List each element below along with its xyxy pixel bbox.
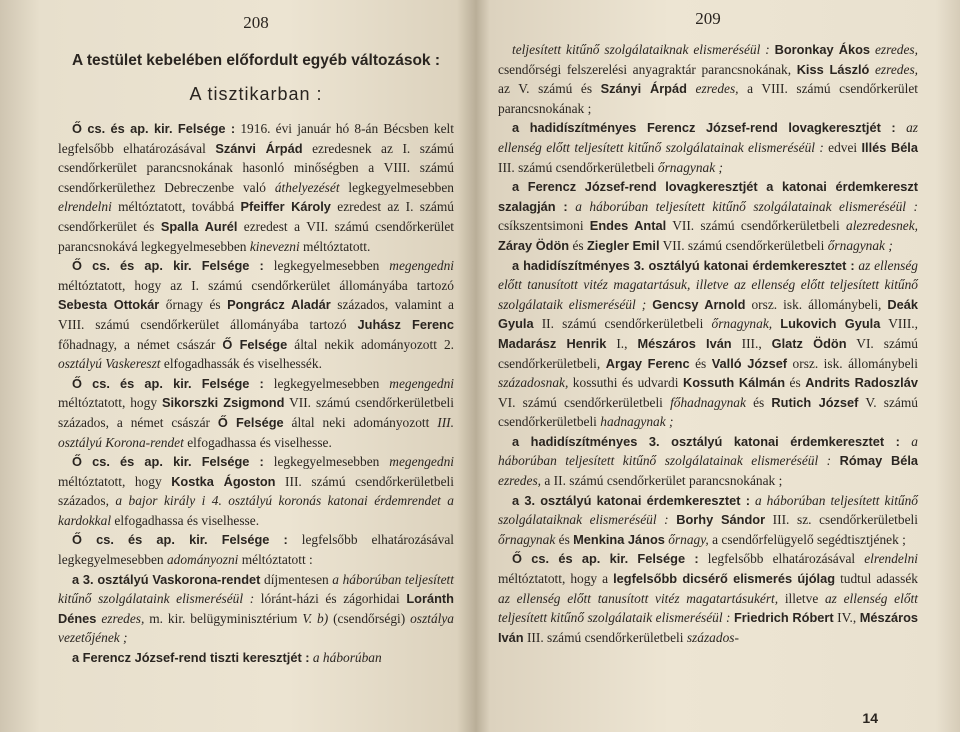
italic-run: őrnagy, bbox=[664, 531, 709, 547]
bold-run: Sikorszki Zsigmond bbox=[161, 395, 285, 411]
paragraph bbox=[58, 452, 454, 530]
text-run: és bbox=[689, 355, 712, 371]
bold-run: Ő cs. és ap. kir. Felsége : bbox=[72, 454, 264, 470]
italic-run: áthelyezését bbox=[274, 179, 340, 195]
bold-run: Endes Antal bbox=[589, 218, 667, 234]
italic-run: a bajor király i 4. osztályú koronás katonai érdemrendet a kardokkal bbox=[58, 493, 454, 528]
paragraph bbox=[498, 491, 918, 550]
italic-run: alezredesnek, bbox=[846, 218, 919, 234]
italic-run: az ellenség előtt teljesített kitűnő szolgálatainak elismeréséül : bbox=[498, 120, 918, 155]
italic-run: elrendelni bbox=[58, 199, 112, 215]
italic-run: III. osztályú Korona-rendet bbox=[58, 414, 454, 450]
bold-run: Loránth Dénes bbox=[58, 591, 454, 626]
text-run: III., bbox=[731, 335, 772, 351]
text-run: VI. számú csendőrkerületbeli, bbox=[498, 335, 918, 371]
italic-run: főhadnagynak bbox=[670, 394, 746, 410]
bold-run: a hadidíszítményes Ferencz József-rend lovagkeresztjét : bbox=[512, 120, 896, 136]
text-run: IV., bbox=[833, 610, 860, 626]
text-run: orsz. isk. állománybeli, bbox=[745, 296, 888, 312]
text-run: ezredest a VII. számú csendőrkerület parancsnokává legkegyelmesebben bbox=[58, 218, 454, 254]
text-run: legfelsőbb elhatározásával legkegyelmesebben bbox=[58, 532, 454, 568]
italic-run: V. b) bbox=[302, 610, 329, 626]
italic-run: kinevezni bbox=[249, 238, 300, 254]
left-page bbox=[0, 0, 476, 732]
italic-run: ezredes, bbox=[869, 61, 918, 77]
text-run: illetve bbox=[778, 590, 825, 606]
italic-run: a háborúban teljesített kitűnő szolgálataiknak elismeréséül : bbox=[498, 492, 918, 528]
right-page-number: 209 bbox=[695, 9, 721, 28]
italic-run: az ellenség előtt tanusított vitéz magatartásuk, illetve az ellenség előtt teljesített kitűnő szolgálataik elismeréséül ; bbox=[498, 257, 918, 312]
bold-run: Ő cs. és ap. kir. Felsége : bbox=[512, 551, 699, 567]
left-page-number: 208 bbox=[243, 13, 269, 32]
text-run: az V. számú és bbox=[498, 81, 601, 97]
text-run: lóránt-házi és zágorhidai bbox=[254, 591, 407, 607]
bold-run: Ő cs. és ap. kir. Felsége : bbox=[72, 258, 264, 274]
paragraph bbox=[58, 256, 454, 374]
text-run: méltóztatott. bbox=[299, 238, 371, 254]
bold-run: Szánvi Árpád bbox=[215, 140, 303, 156]
paragraph bbox=[58, 119, 454, 256]
paragraph bbox=[498, 256, 918, 432]
text-run: VII. számú csendőrkerületbeli bbox=[666, 218, 846, 234]
paragraph bbox=[58, 530, 454, 569]
bold-run: Valló József bbox=[711, 355, 788, 371]
bold-run: Ziegler Emil bbox=[586, 237, 660, 253]
text-run: VI. számú csendőrkerületbeli bbox=[498, 394, 671, 410]
text-run: III. számú csendőrkerületbeli százados, bbox=[58, 473, 454, 509]
italic-run: a háborúban bbox=[309, 650, 382, 666]
text-run: V. számú csendőrkerületbeli bbox=[498, 394, 918, 430]
italic-run: az ellenség előtt teljesített kitűnő szolgálataik elismeréséül : bbox=[498, 590, 918, 626]
bold-run: Madarász Henrik bbox=[498, 335, 607, 351]
text-run: és bbox=[785, 375, 806, 391]
text-run: őrnagy és bbox=[159, 297, 228, 313]
text-run: elfogadhassák és viselhessék. bbox=[160, 356, 322, 372]
italic-run: őrnagynak bbox=[498, 531, 556, 547]
paragraph bbox=[498, 177, 918, 255]
text-run: elfogadhassa és viselhesse. bbox=[111, 512, 260, 528]
paragraph bbox=[498, 40, 918, 118]
text-run: legkegyelmesebben bbox=[263, 375, 390, 391]
bold-run: Argay Ferenc bbox=[605, 355, 690, 371]
paragraph bbox=[58, 648, 454, 668]
text-run: a II. számú csendőrkerület parancsnokának ; bbox=[541, 473, 783, 489]
bold-run: a Ferencz József-rend tiszti keresztjét : bbox=[72, 650, 310, 666]
bold-run: Boronkay Ákos bbox=[774, 42, 871, 57]
italic-run: osztálya vezetőjének ; bbox=[58, 610, 455, 646]
text-run: és bbox=[569, 237, 587, 253]
bold-run: Rómay Béla bbox=[839, 453, 918, 469]
bold-run: Spalla Aurél bbox=[160, 218, 238, 234]
italic-run: századosnak, bbox=[498, 375, 569, 391]
text-run: méltóztatott, hogy a bbox=[498, 571, 614, 587]
text-run: méltóztatott, hogy bbox=[58, 395, 162, 411]
text-run: VII. számú csendőrkerületbeli százados, a német császár bbox=[58, 395, 454, 430]
italic-run: osztályú Vaskereszt bbox=[58, 356, 161, 372]
bold-run: Borhy Sándor bbox=[676, 512, 766, 528]
italic-run: ezredes, bbox=[96, 610, 145, 626]
text-run: a VIII. számú csendőrkerület parancsnokának ; bbox=[498, 81, 918, 116]
bold-run: Gencsy Arnold bbox=[652, 296, 746, 312]
right-page-body bbox=[498, 40, 918, 647]
text-run: legkegyelmesebben bbox=[263, 454, 390, 470]
bold-run: Záray Ödön bbox=[498, 237, 570, 253]
bold-run: a hadidíszítményes 3. osztályú katonai érdemkeresztet : bbox=[512, 257, 855, 273]
text-run: ezredest az I. számú csendőrkerület és bbox=[58, 199, 454, 234]
italic-run: az ellenség előtt tanusított vitéz magatartásukért, bbox=[498, 590, 779, 606]
text-run: (csendőrségi) bbox=[328, 610, 411, 626]
bold-run: Rutich József bbox=[771, 394, 859, 410]
section-heading: A testület kebelében előfordult egyéb változások : bbox=[71, 52, 441, 69]
bold-run: Ő cs. és ap. kir. Felsége : bbox=[72, 375, 264, 391]
text-run: edvei bbox=[823, 139, 862, 155]
bold-run: Ő Felsége bbox=[222, 336, 288, 352]
italic-run: a háborúban teljesített kitűnő szolgálatainak elismeréséül : bbox=[567, 198, 918, 214]
bold-run: a Ferencz József-rend lovagkeresztjét a katonai érdemkereszt szalagján : bbox=[498, 179, 918, 214]
bold-run: Mészáros Iván bbox=[498, 610, 919, 645]
bold-run: Kossuth Kálmán bbox=[682, 375, 786, 391]
italic-run: ezredes, bbox=[686, 81, 739, 97]
text-run: II. számú csendőrkerületbeli bbox=[533, 316, 712, 332]
text-run bbox=[831, 453, 839, 468]
bold-run: Pfeiffer Károly bbox=[240, 199, 331, 215]
text-run: méltóztatott, továbbá bbox=[111, 199, 241, 215]
paragraph bbox=[498, 432, 918, 491]
text-run: elfogadhassa és viselhesse. bbox=[183, 434, 332, 450]
bold-run: a hadidíszítményes 3. osztályú katonai érdemkeresztet : bbox=[512, 433, 900, 449]
bold-run: Glatz Ödön bbox=[771, 335, 847, 351]
text-run: III. számú csendőrkerületbeli bbox=[498, 159, 658, 175]
bold-run: Lukovich Gyula bbox=[780, 316, 881, 332]
italic-run: megengedni bbox=[389, 258, 454, 274]
signature-number: 14 bbox=[862, 710, 878, 726]
text-run: által neki adományozott bbox=[283, 414, 438, 430]
italic-run: a háborúban teljesített kitűnő szolgálatainak elismeréséül : bbox=[498, 433, 918, 469]
italic-run: ezredes, bbox=[870, 42, 918, 57]
text-run: méltóztatott : bbox=[238, 552, 313, 568]
bold-run: legfelsőbb dicsérő elismerés újólag bbox=[613, 571, 836, 587]
bold-run: Sebesta Ottokár bbox=[58, 297, 160, 313]
bold-run: Illés Béla bbox=[861, 139, 918, 155]
section-subheading: A tisztikarban : bbox=[189, 84, 323, 104]
text-run: és bbox=[745, 394, 772, 410]
italic-run: őrnagynak ; bbox=[657, 159, 723, 175]
bold-run: Kostka Ágoston bbox=[171, 473, 276, 489]
text-run: csendőrségi felszerelési anyagraktár parancsnokának, bbox=[498, 61, 797, 77]
bold-run: Ő cs. és ap. kir. Felsége : bbox=[72, 532, 288, 548]
text-run: legkegyelmesebben bbox=[263, 258, 390, 274]
right-page bbox=[476, 0, 960, 732]
bold-run: Ő Felsége bbox=[217, 414, 284, 430]
text-run: a csendőrfelügyelő segédtisztjének ; bbox=[708, 531, 906, 547]
italic-run: megengedni bbox=[389, 454, 454, 470]
text-run: díjmentesen bbox=[260, 571, 333, 587]
bold-run: Juhász Ferenc bbox=[357, 316, 454, 332]
text-run: m. kir. belügyminisztérium bbox=[144, 610, 303, 626]
bold-run: a 3. osztályú katonai érdemkeresztet : bbox=[512, 492, 750, 508]
text-run: legfelsőbb elhatározásával bbox=[698, 551, 865, 567]
text-run: főhadnagy, a német császár bbox=[58, 336, 223, 352]
italic-run: őrnagynak ; bbox=[827, 237, 893, 253]
bold-run: Friedrich Róbert bbox=[733, 610, 834, 626]
text-run: legkegyelmesebben bbox=[339, 179, 454, 195]
text-run: 1916. évi január hó 8-án Bécsben kelt legfelsőbb elhatározásával bbox=[58, 121, 454, 156]
italic-run: elrendelni bbox=[864, 551, 918, 567]
text-run: I., bbox=[606, 335, 638, 351]
text-run: által nekik adományozott 2. bbox=[287, 336, 455, 352]
text-run: tudtul adassék bbox=[835, 571, 918, 587]
italic-run: teljesített kitűnő szolgálataiknak elismeréséül : bbox=[512, 42, 770, 57]
italic-run: hadnagynak ; bbox=[600, 414, 674, 430]
bold-run: a 3. osztályú Vaskorona-rendet bbox=[72, 571, 261, 587]
text-run: VIII., bbox=[880, 316, 918, 332]
italic-run: adományozni bbox=[166, 552, 239, 568]
bold-run: Deák Gyula bbox=[498, 296, 919, 332]
italic-run: százados- bbox=[686, 629, 739, 645]
italic-run: megengedni bbox=[389, 375, 454, 391]
bold-run: Pongrácz Aladár bbox=[227, 297, 331, 313]
text-run: VII. számú csendőrkerületbeli bbox=[659, 237, 828, 253]
text-run: csíkszentsimoni bbox=[498, 218, 590, 234]
bold-run: Mészáros Iván bbox=[637, 335, 732, 351]
bold-run: Menkina János bbox=[573, 531, 665, 547]
left-page-body bbox=[58, 119, 454, 668]
italic-run: ezredes, bbox=[498, 473, 542, 489]
paragraph bbox=[58, 374, 454, 452]
paragraph bbox=[58, 570, 454, 648]
text-run: kossuthi és udvardi bbox=[568, 375, 683, 391]
text-run: orsz. isk. állománybeli bbox=[787, 355, 918, 371]
text-run: méltóztatott, hogy bbox=[58, 473, 172, 489]
text-run: százados, valamint a VIII. számú csendőrkerület állományába tartozó bbox=[58, 297, 454, 332]
text-run: III. sz. csendőrkerületbeli bbox=[765, 512, 918, 528]
text-run: ezredesnek az I. számú csendőrkerület parancsnokának hasonló minőségben a VIII. számú csendőrkerülethez Debreczenbe való bbox=[58, 140, 454, 195]
bold-run: Andrits Radoszláv bbox=[805, 375, 918, 391]
text-run: méltóztatott, hogy az I. számú csendőrkerület állományába tartozó bbox=[58, 277, 454, 293]
text-run: III. számú csendőrkerületbeli bbox=[523, 629, 687, 645]
paragraph bbox=[498, 118, 918, 177]
bold-run: Szányi Árpád bbox=[600, 81, 687, 97]
bold-run: Ő cs. és ap. kir. Felsége : bbox=[72, 121, 236, 136]
italic-run: a háborúban teljesített kitűnő szolgálataink elismeréséül : bbox=[58, 571, 454, 607]
italic-run: őrnagynak, bbox=[711, 316, 773, 332]
text-run: és bbox=[555, 531, 574, 547]
paragraph bbox=[498, 549, 918, 647]
bold-run: Kiss László bbox=[796, 61, 870, 77]
